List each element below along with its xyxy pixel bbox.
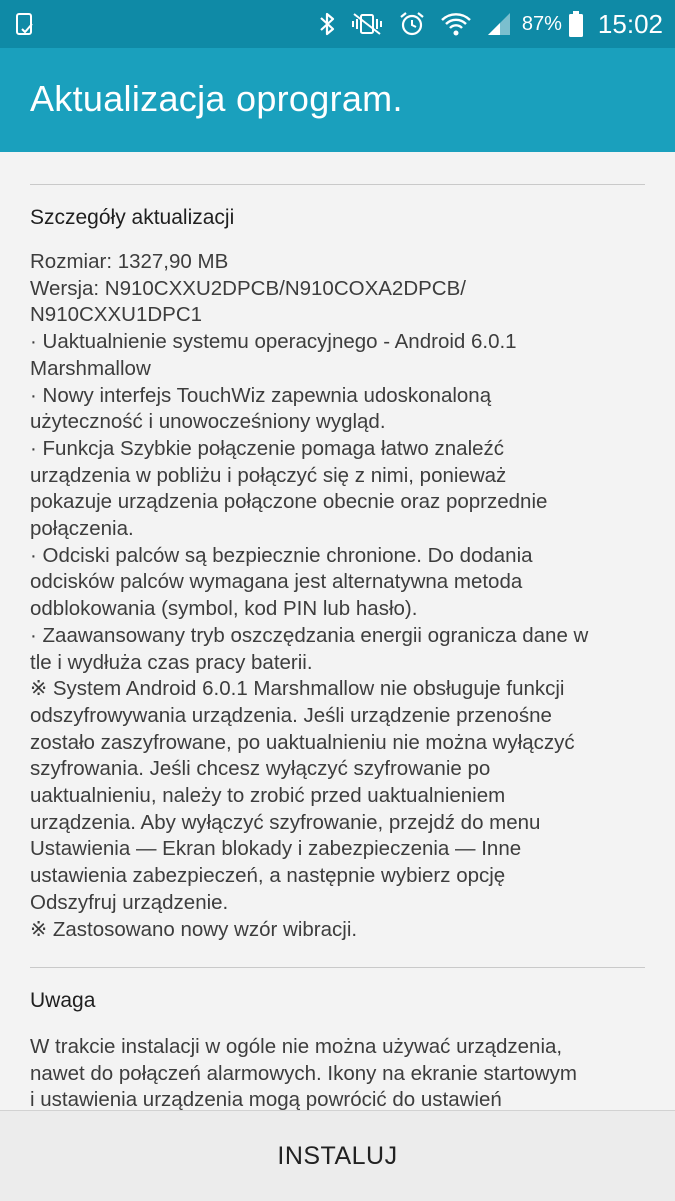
divider (30, 967, 645, 968)
note-section-title: Uwaga (30, 989, 96, 1012)
screenshot-icon (14, 12, 38, 40)
signal-icon (486, 11, 512, 37)
divider (30, 184, 645, 185)
page-title: Aktualizacja oprogram. (30, 78, 403, 119)
bottom-bar (0, 1110, 675, 1201)
note-text: W trakcie instalacji w ogóle nie można używać urządzenia, nawet do połączeń alarmowych. Ikony na ekranie startowym i ustawienia urządzenia mogą powrócić do ustawień (30, 1035, 577, 1110)
alarm-icon (398, 10, 426, 38)
battery-icon (568, 10, 584, 38)
status-bar (0, 0, 675, 48)
bluetooth-icon (318, 11, 336, 37)
wifi-icon (440, 11, 472, 37)
details-text: Rozmiar: 1327,90 MB Wersja: N910CXXU2DPCB/N910COXA2DPCB/ N910CXXU1DPC1 · Uaktualnienie systemu operacyjnego - Android 6.0.1 Marshmallow · Nowy interfejs TouchWiz zapewnia udoskonaloną użyteczność i unowocześniony wygląd. · Funkcja Szybkie połączenie pomaga łatwo znaleźć urządzenia w pobliżu i połączyć się z nimi, ponieważ pokazuje urządzenia połączone obecnie oraz poprzednie połączenia. · Odciski palców są bezpiecznie chronione. Do dodania odcisków palców wymagana jest alternatywna metoda odblokowania (symbol, kod PIN lub hasło). · Zaawansowany tryb oszczędzania energii ogranicza dane w tle i wydłuża czas pracy baterii. ※ System Android 6.0.1 Marshmallow nie obsługuje funkcji odszyfrowywania urządzenia. Jeśli urządzenie przenośne zostało zaszyfrowane, po uaktualnieniu nie można wyłączyć szyfrowania. Jeśli chcesz wyłączyć szyfrowanie po uaktualnieniu, należy to zrobić przed uaktualnieniem urządzenia. Aby wyłączyć szyfrowanie, przejdź do menu Ustawienia — Ekran blokady i zabezpieczenia — Inne ustawienia zabezpieczeń, a następnie wybierz opcję Odszyfruj urządzenie. ※ Zastosowano nowy wzór wibracji. (30, 250, 589, 941)
clock: 15:02 (597, 8, 663, 39)
vibrate-icon (350, 11, 384, 37)
battery-percent: 87% (521, 12, 562, 35)
update-details-content[interactable] (0, 152, 675, 1110)
details-section-title: Szczegóły aktualizacji (30, 206, 235, 229)
app-bar (0, 48, 675, 152)
install-button[interactable]: INSTALUJ (277, 1141, 398, 1170)
